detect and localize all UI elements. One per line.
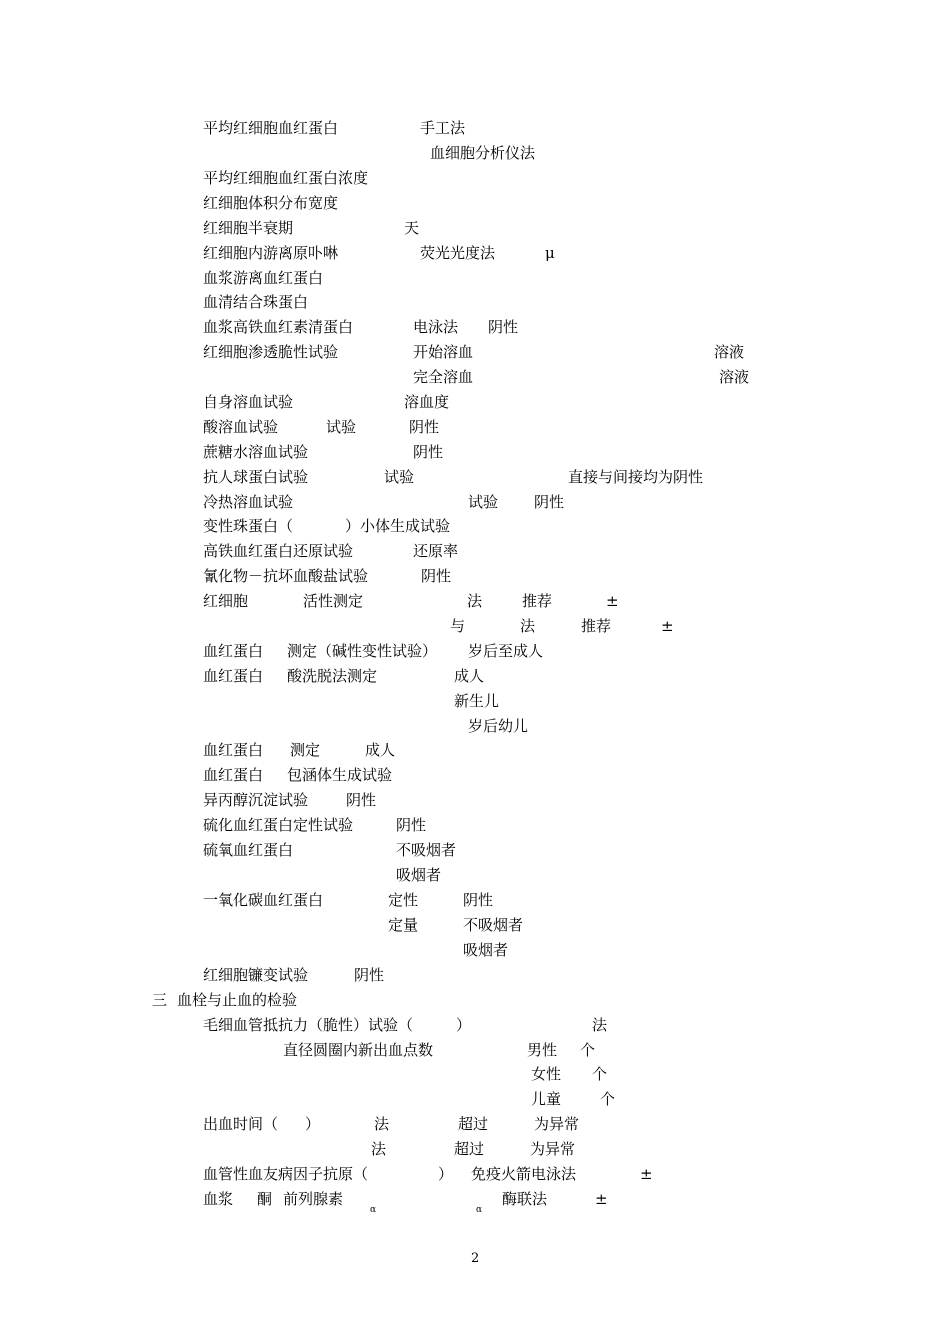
text-segment: 阴性 (463, 891, 494, 909)
text-segment: 红细胞体积分布宽度 (203, 194, 339, 212)
text-segment: 阴性 (396, 816, 427, 834)
text-segment: 阴性 (421, 567, 452, 585)
text-segment: 变性珠蛋白（ (203, 517, 294, 535)
text-segment: 蔗糖水溶血试验 (203, 443, 309, 461)
text-segment: 法 (520, 617, 536, 635)
text-segment: 平均红细胞血红蛋白 (203, 119, 339, 137)
text-segment: 平均红细胞血红蛋白浓度 (203, 169, 369, 187)
text-segment: 血红蛋白 (203, 642, 264, 660)
text-segment: 个 (600, 1090, 616, 1108)
text-segment: 血浆游离血红蛋白 (203, 269, 324, 287)
text-segment: 前列腺素 (283, 1190, 344, 1208)
text-segment: 出血时间（ (203, 1115, 279, 1133)
text-segment: 还原率 (413, 542, 459, 560)
text-segment: 新生儿 (454, 692, 500, 710)
text-segment: 红细胞内游离原卟啉 (203, 244, 339, 262)
text-segment: μ (545, 244, 555, 262)
text-segment: ± (640, 1165, 653, 1183)
text-segment: 溶液 (714, 343, 745, 361)
text-segment: ± (606, 592, 619, 610)
text-segment: 法 (374, 1115, 390, 1133)
text-segment: 天 (404, 219, 420, 237)
text-segment: 为异常 (534, 1115, 580, 1133)
text-segment: 为异常 (530, 1140, 576, 1158)
text-segment: 免疫火箭电泳法 (471, 1165, 577, 1183)
text-segment: 超过 (454, 1140, 485, 1158)
text-segment: 推荐 (522, 592, 553, 610)
text-segment: 阴性 (346, 791, 377, 809)
text-segment: 试验 (384, 468, 415, 486)
text-segment: 荧光光度法 (420, 244, 496, 262)
text-segment: 氰化物－抗坏血酸盐试验 (203, 567, 369, 585)
text-segment: 红细胞 (203, 592, 249, 610)
text-segment: 三 (152, 991, 168, 1009)
text-segment: 酸洗脱法测定 (287, 667, 378, 685)
text-segment: ）小体生成试验 (345, 517, 451, 535)
text-segment: 血红蛋白 (203, 766, 264, 784)
page-number: 2 (471, 1251, 480, 1266)
text-segment: 血红蛋白 (203, 667, 264, 685)
text-segment: 手工法 (420, 119, 466, 137)
text-segment: 法 (592, 1016, 608, 1034)
text-segment: 成人 (365, 741, 396, 759)
text-segment: 岁后幼儿 (468, 717, 529, 735)
text-segment: 测定 (290, 741, 321, 759)
text-segment: 冷热溶血试验 (203, 493, 294, 511)
text-segment: ± (661, 617, 674, 635)
text-segment: 血栓与止血的检验 (177, 991, 298, 1009)
text-segment: 试验 (468, 493, 499, 511)
text-segment: 测定（碱性变性试验） (287, 642, 438, 660)
text-segment: 岁后至成人 (468, 642, 544, 660)
text-segment: 吸烟者 (396, 866, 442, 884)
text-segment: 试验 (326, 418, 357, 436)
text-segment: 成人 (454, 667, 485, 685)
text-segment: 阴性 (534, 493, 565, 511)
text-segment: 硫氧血红蛋白 (203, 841, 294, 859)
text-segment: 定量 (388, 916, 419, 934)
text-segment: 血清结合珠蛋白 (203, 293, 309, 311)
text-segment: 阴性 (354, 966, 385, 984)
text-segment: 不吸烟者 (396, 841, 457, 859)
text-segment: 溶液 (719, 368, 750, 386)
text-segment: 与 (450, 617, 466, 635)
text-segment: 血管性血友病因子抗原（ (203, 1165, 369, 1183)
text-segment: 红细胞渗透脆性试验 (203, 343, 339, 361)
text-segment: 男性 (527, 1041, 558, 1059)
text-segment: 活性测定 (303, 592, 364, 610)
text-segment: 血浆高铁血红素清蛋白 (203, 318, 354, 336)
text-segment: 直接与间接均为阴性 (568, 468, 704, 486)
text-segment: 异丙醇沉淀试验 (203, 791, 309, 809)
text-segment: ） (305, 1115, 321, 1133)
text-segment: 抗人球蛋白试验 (203, 468, 309, 486)
text-segment: 直径圆圈内新出血点数 (283, 1041, 434, 1059)
text-segment: 儿童 (531, 1090, 562, 1108)
text-segment: ） (456, 1016, 472, 1034)
text-segment: 高铁血红蛋白还原试验 (203, 542, 354, 560)
text-segment: 阴性 (413, 443, 444, 461)
text-segment: 法 (371, 1140, 387, 1158)
text-segment: 开始溶血 (413, 343, 474, 361)
text-segment: 阴性 (488, 318, 519, 336)
text-segment: 超过 (458, 1115, 489, 1133)
text-segment: ± (595, 1190, 608, 1208)
text-segment: 女性 (531, 1065, 562, 1083)
text-segment: α (476, 1205, 483, 1215)
text-segment: 个 (580, 1041, 596, 1059)
text-segment: ） (438, 1165, 454, 1183)
text-segment: 吸烟者 (463, 941, 509, 959)
text-segment: 酸溶血试验 (203, 418, 279, 436)
text-segment: α (370, 1205, 377, 1215)
text-segment: 定性 (388, 891, 419, 909)
text-segment: 酮 (257, 1190, 273, 1208)
text-segment: 不吸烟者 (463, 916, 524, 934)
text-segment: 包涵体生成试验 (287, 766, 393, 784)
text-segment: 推荐 (581, 617, 612, 635)
text-segment: 血细胞分析仪法 (430, 144, 536, 162)
text-segment: 硫化血红蛋白定性试验 (203, 816, 354, 834)
text-segment: 毛细血管抵抗力（脆性）试验（ (203, 1016, 414, 1034)
text-segment: 一氧化碳血红蛋白 (203, 891, 324, 909)
text-segment: 个 (592, 1065, 608, 1083)
text-segment: 电泳法 (413, 318, 459, 336)
text-segment: 自身溶血试验 (203, 393, 294, 411)
text-segment: 溶血度 (404, 393, 450, 411)
text-segment: 血浆 (203, 1190, 234, 1208)
text-segment: 酶联法 (502, 1190, 548, 1208)
text-segment: 红细胞镰变试验 (203, 966, 309, 984)
text-segment: 红细胞半衰期 (203, 219, 294, 237)
text-segment: 阴性 (409, 418, 440, 436)
text-segment: 完全溶血 (413, 368, 474, 386)
text-segment: 血红蛋白 (203, 741, 264, 759)
text-segment: 法 (467, 592, 483, 610)
